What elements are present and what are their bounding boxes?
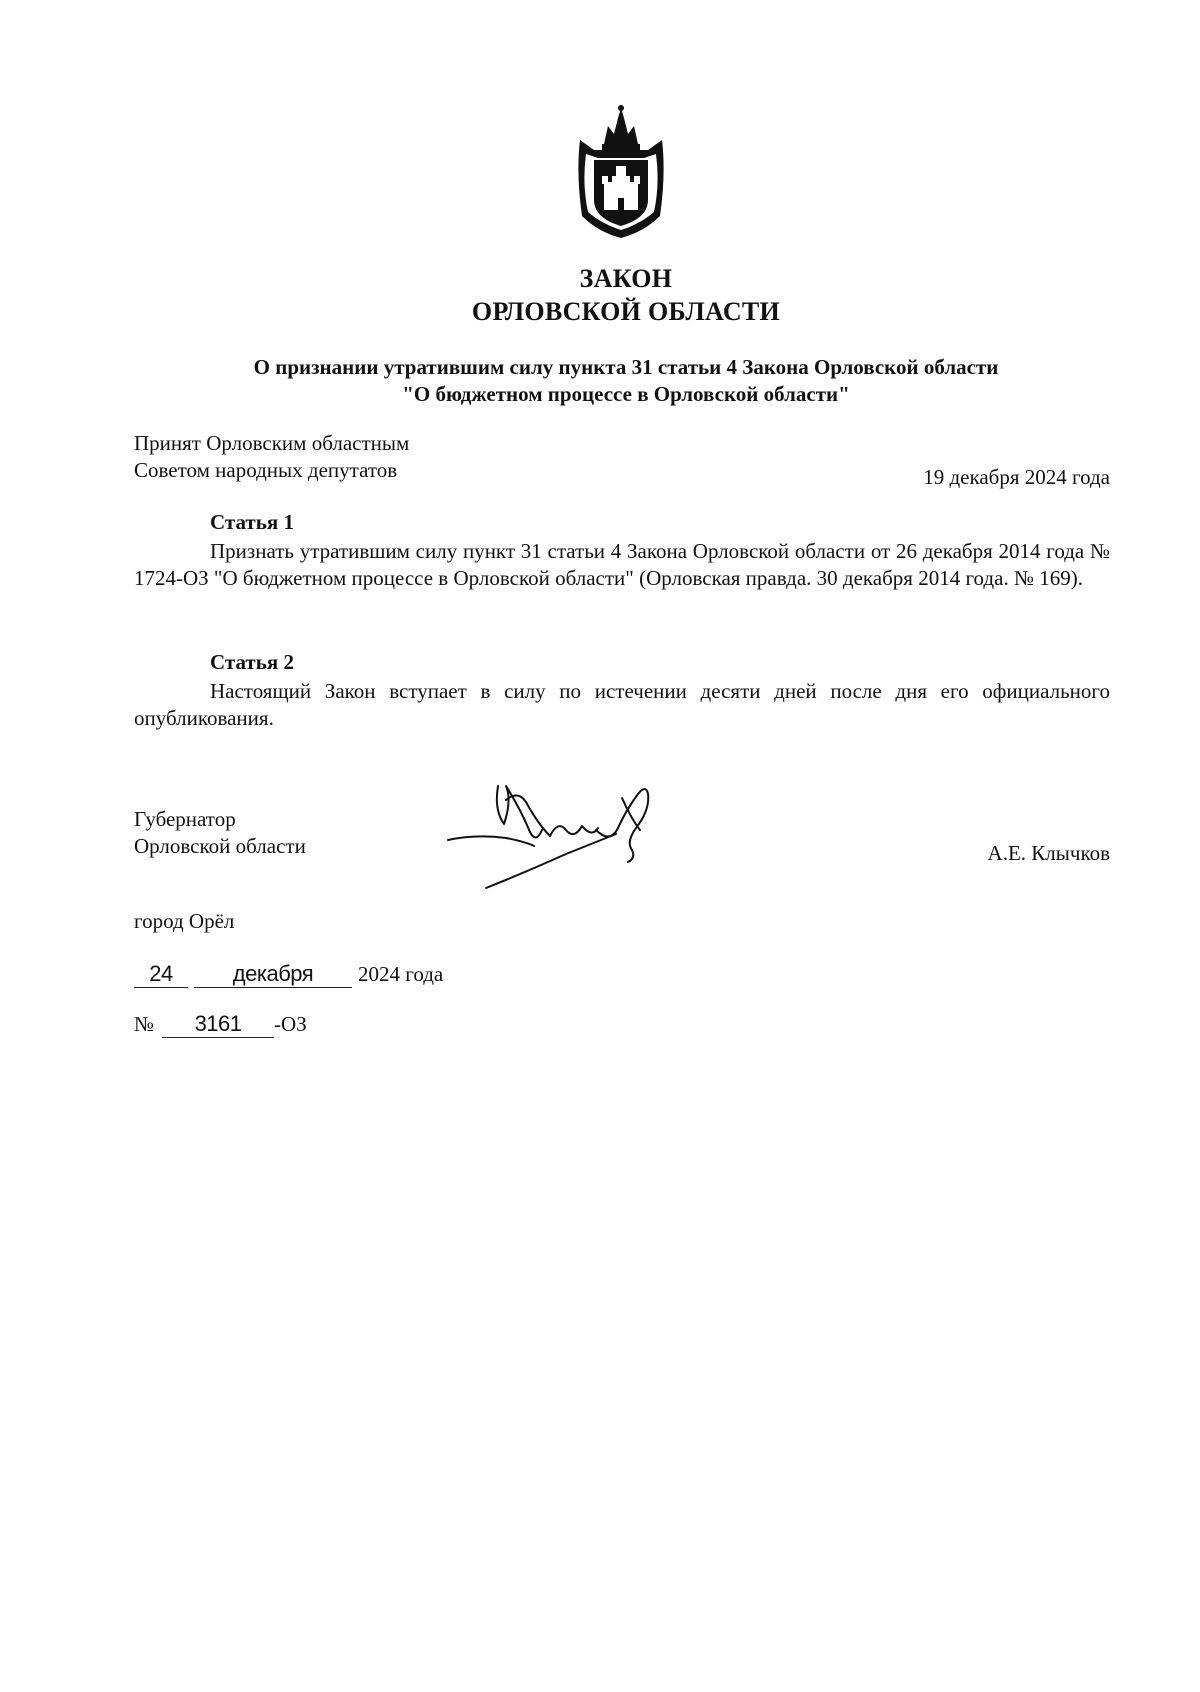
article-1-body: Признать утратившим силу пункт 31 статьи 4 Закона Орловской области от 26 декабря 2014 года № 1724-ОЗ "О бюджетном процессе в Орловской области" (Орловская правда. 30 декабря 2014 года. № 169).: [134, 539, 1110, 590]
signatory-position: [134, 806, 306, 860]
law-title: [0, 262, 1200, 328]
adoption-body: [134, 430, 409, 484]
signatory-position-line2: Орловской области: [134, 834, 306, 858]
adoption-date: 19 декабря 2024 года: [923, 465, 1110, 489]
law-subject: [0, 354, 1200, 408]
adoption-line2: Советом народных депутатов: [134, 458, 398, 482]
article-1-text: [134, 538, 1110, 592]
law-number-prefix: №: [134, 1012, 155, 1036]
law-subject-line1: О признании утратившим силу пункта 31 статьи 4 Закона Орловской области: [253, 355, 999, 379]
law-number-value: 3161: [162, 1010, 274, 1038]
signing-year: 2024 года: [358, 962, 444, 986]
signature-image: [446, 780, 660, 890]
law-title-line1: ЗАКОН: [579, 264, 673, 293]
law-number: [134, 1010, 307, 1038]
law-title-line2: ОРЛОВСКОЙ ОБЛАСТИ: [471, 297, 781, 326]
orel-coat-of-arms-icon: [574, 104, 668, 240]
law-subject-line2: "О бюджетном процессе в Орловской области": [402, 382, 850, 406]
signatory-position-line1: Губернатор: [134, 807, 236, 831]
signing-month: декабря: [194, 960, 352, 988]
article-1-heading: Статья 1: [210, 510, 294, 534]
article-2-text: [134, 678, 1110, 732]
adoption-line1: Принят Орловским областным: [134, 431, 410, 455]
signatory-name: А.Е. Клычков: [987, 841, 1110, 865]
article-2-heading: Статья 2: [210, 650, 294, 674]
article-2-body: Настоящий Закон вступает в силу по истечении десяти дней после дня его официального опубликования.: [134, 679, 1110, 730]
signing-day: 24: [134, 960, 188, 988]
signing-date: [134, 960, 443, 988]
law-number-suffix: -ОЗ: [274, 1012, 307, 1036]
city: город Орёл: [134, 909, 235, 933]
